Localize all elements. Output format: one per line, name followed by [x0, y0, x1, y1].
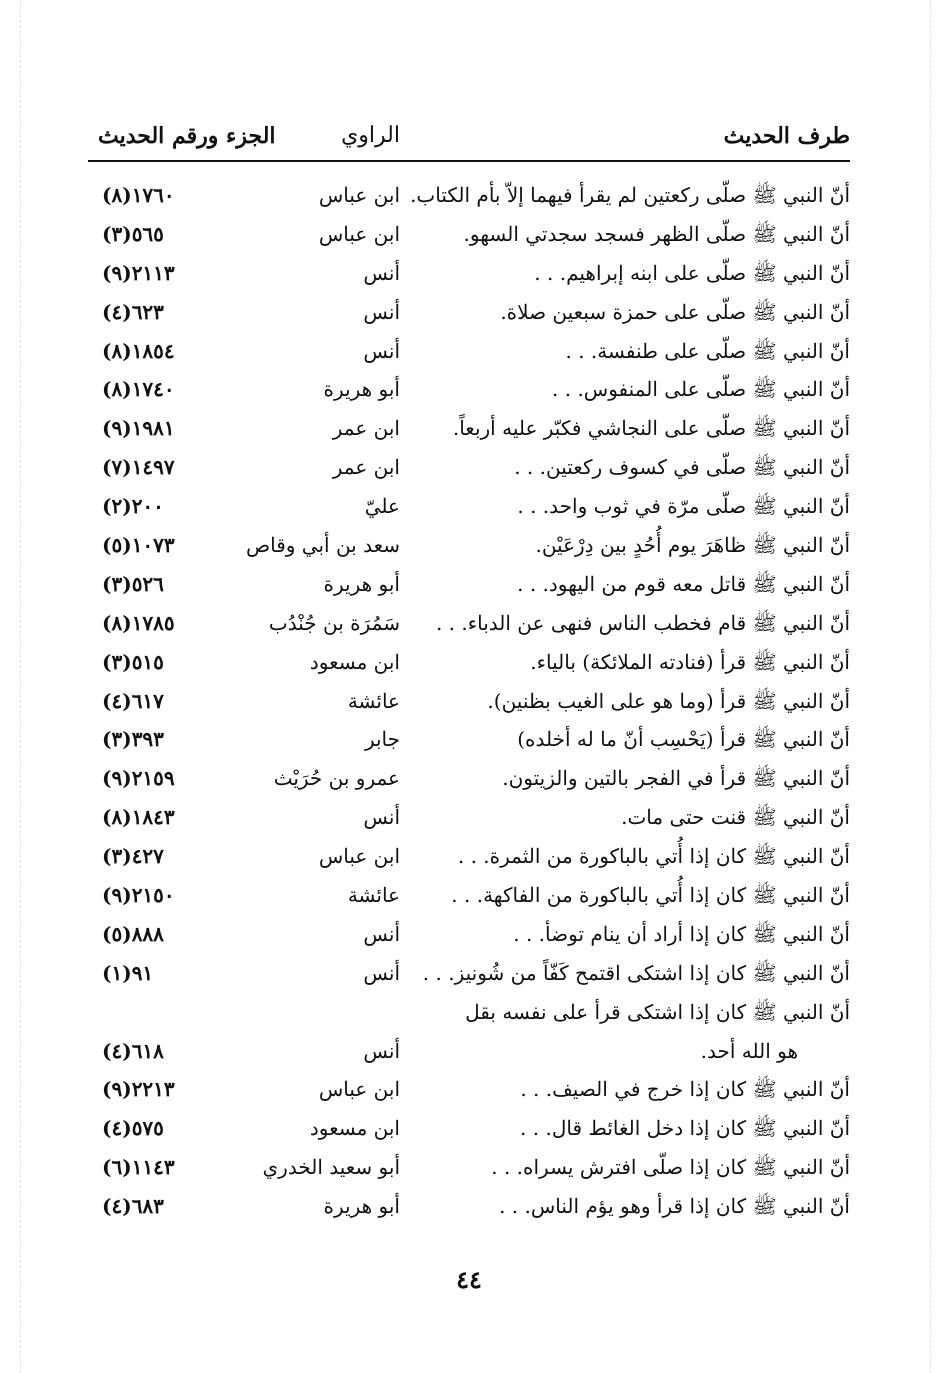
narrator: أبو هريرة [323, 1194, 400, 1219]
hadith-text: أنّ النبي ﷺ كان إذا أراد أن ينام توضأ. . . [513, 921, 850, 946]
narrator: ابن مسعود [309, 1116, 400, 1141]
narrator: ابن عمر [332, 416, 400, 441]
hadith-text: أنّ النبي ﷺ صلّى على طنفسة. . . [565, 338, 850, 363]
narrator: جابر [364, 727, 400, 752]
hadith-text: أنّ النبي ﷺ صلّى على النجاشي فكبّر عليه أربعاً. [452, 416, 850, 441]
hadith-reference: ٢١١٣(٩) [102, 260, 175, 285]
hadith-text: أنّ النبي ﷺ قام فخطب الناس فنهى عن الدباء. . . [435, 610, 850, 635]
hadith-reference: ٦١٨(٤) [102, 1038, 164, 1063]
table-row [88, 526, 850, 565]
index-rows [88, 176, 850, 1226]
narrator: ابن عباس [318, 1077, 400, 1102]
hadith-reference: ٦٢٣(٤) [102, 299, 164, 324]
narrator: سَمُرَة بن جُنْدُب [268, 610, 400, 635]
hadith-reference: ١٠٧٣(٥) [102, 533, 175, 558]
table-row [88, 643, 850, 682]
narrator: عليّ [364, 494, 400, 519]
hadith-text: أنّ النبي ﷺ كان إذا أُتي بالباكورة من الفاكهة. . . [451, 883, 850, 908]
table-row [88, 759, 850, 798]
hadith-text: أنّ النبي ﷺ كان إذا دخل الغائط قال. . . [520, 1116, 850, 1141]
hadith-text: أنّ النبي ﷺ قنت حتى مات. [621, 805, 850, 830]
hadith-text: أنّ النبي ﷺ قرأ في الفجر بالتين والزيتون. [502, 766, 850, 791]
hadith-text: أنّ النبي ﷺ قرأ (يَحْسِب أنّ ما له أخلده) [517, 727, 850, 752]
narrator: أنس [363, 1038, 400, 1063]
table-row [88, 915, 850, 954]
narrator: عائشة [347, 883, 400, 908]
hadith-reference: ١٤٩٧(٧) [102, 455, 175, 480]
table-row [88, 1148, 850, 1187]
table-row [88, 798, 850, 837]
hadith-text: أنّ النبي ﷺ صلّى على حمزة سبعين صلاة. [500, 299, 850, 324]
table-row [88, 448, 850, 487]
hadith-text: أنّ النبي ﷺ كان إذا أُتي بالباكورة من الثمرة. . . [457, 844, 850, 869]
table-row [88, 954, 850, 993]
narrator: أنس [363, 805, 400, 830]
table-row [88, 293, 850, 332]
hadith-reference: ٨٨٨(٥) [102, 921, 164, 946]
narrator: ابن عباس [318, 221, 400, 246]
table-header [88, 118, 850, 158]
hadith-reference: ٥٢٦(٣) [102, 571, 164, 596]
table-row [88, 1109, 850, 1148]
table-row [88, 409, 850, 448]
hadith-text: أنّ النبي ﷺ ظاهَرَ يوم أُحُدٍ بين دِرْعَيْن. [535, 533, 850, 558]
hadith-reference: ١١٤٣(٦) [102, 1155, 175, 1180]
table-row [88, 993, 850, 1032]
narrator: أبو هريرة [323, 377, 400, 402]
hadith-reference: ٢١٥٠(٩) [102, 883, 175, 908]
page-number: ٤٤ [456, 1265, 482, 1294]
hadith-reference: ٦٨٣(٤) [102, 1194, 164, 1219]
table-row [88, 215, 850, 254]
table-row [88, 1187, 850, 1226]
hadith-text: أنّ النبي ﷺ كان إذا صلّى افترش يسراه. . . [491, 1155, 850, 1180]
narrator: أبو هريرة [323, 571, 400, 596]
hadith-reference: ١٧٨٥(٨) [102, 610, 175, 635]
hadith-text: هو الله أحد. [700, 1038, 798, 1063]
hadith-text: أنّ النبي ﷺ صلّى في كسوف ركعتين. . . [514, 455, 850, 480]
hadith-reference: ١٩٨١(٩) [102, 416, 175, 441]
narrator: ابن عباس [318, 844, 400, 869]
table-row [88, 720, 850, 759]
hadith-text: أنّ النبي ﷺ قرأ (وما هو على الغيب بظنين). [487, 688, 850, 713]
hadith-reference: ٥٦٥(٣) [102, 221, 164, 246]
hadith-reference: ١٧٤٠(٨) [102, 377, 175, 402]
narrator: سعد بن أبي وقاص [245, 533, 400, 558]
hadith-reference: ٦١٧(٤) [102, 688, 164, 713]
narrator: أنس [363, 921, 400, 946]
hadith-text: أنّ النبي ﷺ قرأ (فنادته الملائكة) بالياء. [530, 649, 850, 674]
table-row [88, 604, 850, 643]
index-page [88, 0, 850, 1373]
hadith-text: أنّ النبي ﷺ كان إذا قرأ وهو يؤم الناس. . . [499, 1194, 850, 1219]
hadith-text: أنّ النبي ﷺ صلّى الظهر فسجد سجدتي السهو. [463, 221, 850, 246]
hadith-reference: ٢٢١٣(٩) [102, 1077, 175, 1102]
hadith-text: أنّ النبي ﷺ قاتل معه قوم من اليهود. . . [517, 571, 850, 596]
table-row [88, 254, 850, 293]
table-row [88, 682, 850, 721]
table-row [88, 176, 850, 215]
header-rule [88, 160, 850, 162]
narrator: أنس [363, 260, 400, 285]
hadith-reference: ١٧٦٠(٨) [102, 183, 175, 207]
hadith-reference: ٣٩٣(٣) [102, 727, 164, 752]
hadith-reference: ٢٠٠(٢) [102, 494, 164, 519]
hadith-reference: ٢١٥٩(٩) [102, 766, 175, 791]
table-row [88, 837, 850, 876]
table-row [88, 487, 850, 526]
narrator: ابن عباس [318, 183, 400, 207]
header-narrator: الراوي [341, 123, 400, 148]
narrator: أنس [363, 299, 400, 324]
narrator: عائشة [347, 688, 400, 713]
hadith-reference: ١٨٥٤(٨) [102, 338, 175, 363]
table-row [88, 1032, 850, 1071]
table-row [88, 370, 850, 409]
table-row [88, 876, 850, 915]
narrator: عمرو بن حُرَيْث [273, 766, 400, 791]
table-row [88, 332, 850, 371]
hadith-reference: ٩١(١) [102, 960, 154, 985]
table-row [88, 1070, 850, 1109]
guide-line-right [930, 0, 931, 1373]
narrator: أنس [363, 960, 400, 985]
hadith-text: أنّ النبي ﷺ كان إذا اشتكى قرأ على نفسه بقل [465, 999, 850, 1024]
hadith-reference: ٤٢٧(٣) [102, 844, 164, 869]
header-reference: الجزء ورقم الحديث [98, 123, 276, 149]
narrator: ابن مسعود [309, 649, 400, 674]
guide-line-left [20, 0, 21, 1373]
narrator: أنس [363, 338, 400, 363]
narrator: أبو سعيد الخدري [262, 1155, 400, 1180]
header-hadith: طرف الحديث [723, 123, 850, 149]
narrator: ابن عمر [332, 455, 400, 480]
hadith-text: أنّ النبي ﷺ صلّى على المنفوس. . . [552, 377, 850, 402]
hadith-text: أنّ النبي ﷺ صلّى ركعتين لم يقرأ فيهما إلاّ بأم الكتاب. [410, 183, 850, 207]
hadith-reference: ٥١٥(٣) [102, 649, 164, 674]
hadith-reference: ١٨٤٣(٨) [102, 805, 175, 830]
hadith-text: أنّ النبي ﷺ كان إذا اشتكى اقتمح كَفّاً من شُونيز. . . [422, 960, 850, 985]
hadith-text: أنّ النبي ﷺ صلّى مرّة في ثوب واحد. . . [517, 494, 850, 519]
hadith-text: أنّ النبي ﷺ كان إذا خرج في الصيف. . . [520, 1077, 850, 1102]
hadith-reference: ٥٧٥(٤) [102, 1116, 164, 1141]
table-row [88, 565, 850, 604]
hadith-text: أنّ النبي ﷺ صلّى على ابنه إبراهيم. . . [534, 260, 850, 285]
